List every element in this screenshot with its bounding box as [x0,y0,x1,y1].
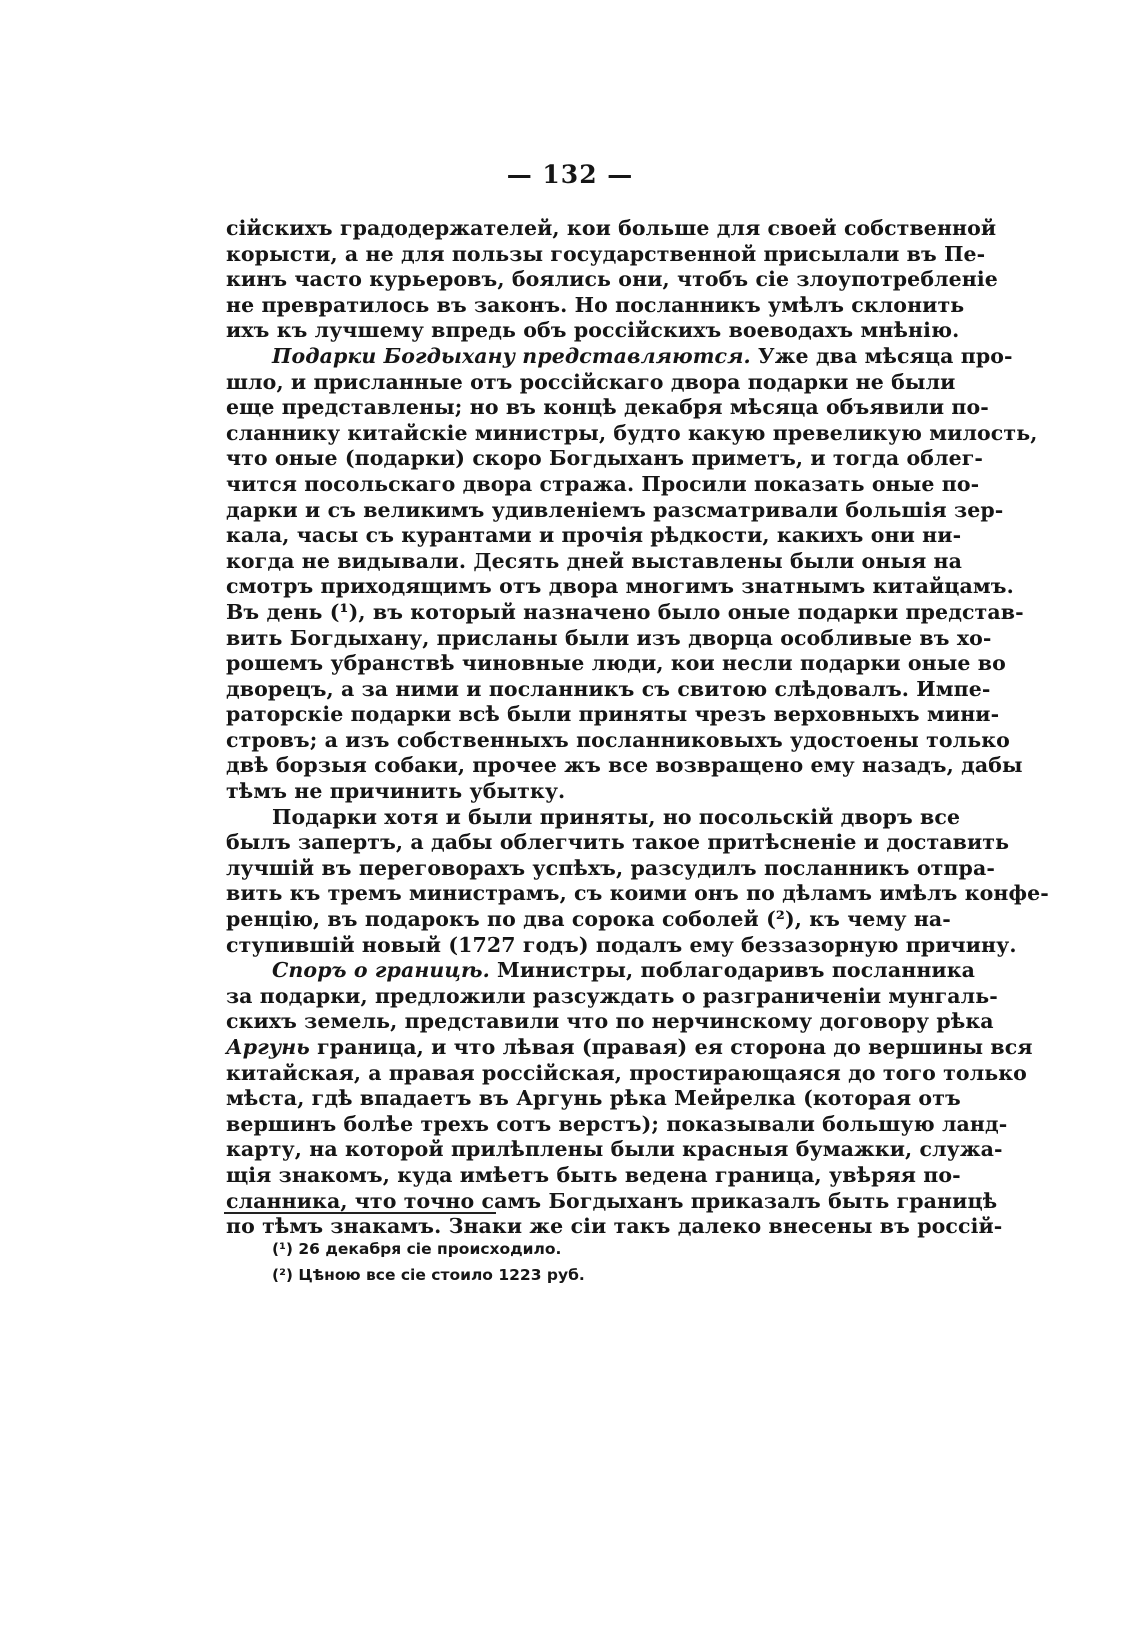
text-line-with-marginal-heading: Подарки Богдыхану представляются. Уже два мѣсяца про- [272,343,1013,368]
text-line: рошемъ убранствѣ чиновные люди, кои несли подарки оные во [226,651,1006,676]
text-line: смотръ приходящимъ отъ двора многимъ знатнымъ китайцамъ. [226,574,1014,599]
text-line: ихъ къ лучшему впредь объ россійскихъ воеводахъ мнѣнію. [226,318,960,343]
text-line: китайская, а правая россійская, простирающаяся до того только [226,1060,1027,1085]
text-line: Подарки хотя и были приняты, но посольскій дворъ все [272,804,961,829]
text-line: что оные (подарки) скоро Богдыханъ приметъ, и тогда облег- [226,446,984,471]
text-line: еще представлены; но въ концѣ декабря мѣсяца объявили по- [226,395,989,420]
text-line: раторскіе подарки всѣ были приняты чрезъ верховныхъ мини- [226,702,1000,727]
text-line: ступившій новый (1727 годъ) подалъ ему беззазорную причину. [226,932,1017,957]
footnote-divider [224,1212,496,1214]
page-number: — 132 — [506,160,634,189]
text-line: стровъ; а изъ собственныхъ посланниковыхъ удостоены только [226,727,1010,752]
text-line: тѣмъ не причинить убытку. [226,779,566,804]
text-line: двѣ борзыя собаки, прочее жъ все возвращено ему назадъ, дабы [226,753,1023,778]
text-line: корысти, а не для пользы государственной присылали въ Пе- [226,241,986,266]
text-line: былъ запертъ, а дабы облегчить такое притѣсненіе и доставить [226,830,1010,855]
text-line: чится посольскаго двора стража. Просили показать оные по- [226,471,980,496]
footnote-1: (¹) 26 декабря сіе происходило. [272,1240,562,1258]
text-line: дворецъ, а за ними и посланникъ съ свитою слѣдовалъ. Импе- [226,676,991,701]
text-line: Въ день (¹), въ который назначено было оные подарки представ- [226,599,1024,624]
footnotes [272,1236,585,1288]
text-line: вить къ тремъ министрамъ, съ коими онъ по дѣламъ имѣлъ конфе- [226,881,1049,906]
text-line: кала, часы съ курантами и прочія рѣдкости, какихъ они ни- [226,523,962,548]
text-line: сійскихъ градодержателей, кои больше для своей собственной [226,216,997,240]
text-line: карту, на которой прилѣплены были красныя бумажки, служа- [226,1137,1003,1162]
text-line: за подарки, предложили разсуждать о разграниченіи мунгаль- [226,983,998,1008]
text-line: скихъ земель, представили что по нерчинскому договору рѣка [226,1009,994,1034]
footnote-2: (²) Цѣною все сіе стоило 1223 руб. [272,1266,585,1284]
text-line: по тѣмъ знакамъ. Знаки же сіи такъ далеко внесены въ россій- [226,1214,1003,1239]
text-line: не превратилось въ законъ. Но посланникъ умѣлъ склонить [226,292,965,317]
text-line: сланника, что точно самъ Богдыханъ приказалъ быть границѣ [226,1188,998,1213]
text-line: кинъ часто курьеровъ, боялись они, чтобъ сіе злоупотребленіе [226,267,998,292]
text-line: вершинъ болѣе трехъ сотъ верстъ); показывали большую ланд- [226,1111,1008,1136]
text-line: вить Богдыхану, присланы были изъ дворца особливые въ хо- [226,625,992,650]
text-line: Аргунь граница, и что лѣвая (правая) ея сторона до вершины вся [226,1035,1033,1059]
text-line: шло, и присланные отъ россійскаго двора подарки не были [226,369,956,394]
text-line: когда не видывали. Десять дней выставлены были оныя на [226,548,963,573]
text-line-with-marginal-heading: Споръ о границѣ. Министры, поблагодаривъ посланника [272,958,976,983]
text-line: лучшій въ переговорахъ успѣхъ, разсудилъ посланникъ отпра- [226,855,995,880]
text-line: мѣста, гдѣ впадаетъ въ Аргунь рѣка Мейрелка (которая отъ [226,1086,961,1111]
text-line: дарки и съ великимъ удивленіемъ разсматривали большія зер- [226,497,1004,522]
text-line: сланнику китайскіе министры, будто какую превеликую милость, [226,420,1038,445]
marginal-heading-gifts: Подарки Богдыхану представляются. [272,343,751,368]
river-name-argun: Аргунь [226,1035,310,1059]
body-text [226,216,1049,1240]
text-line: щія знакомъ, куда имѣетъ быть ведена граница, увѣряя по- [226,1162,961,1187]
text-line: ренцію, въ подарокъ по два сорока соболей (²), къ чему на- [226,907,951,932]
marginal-heading-border: Споръ о границѣ. [272,958,490,983]
